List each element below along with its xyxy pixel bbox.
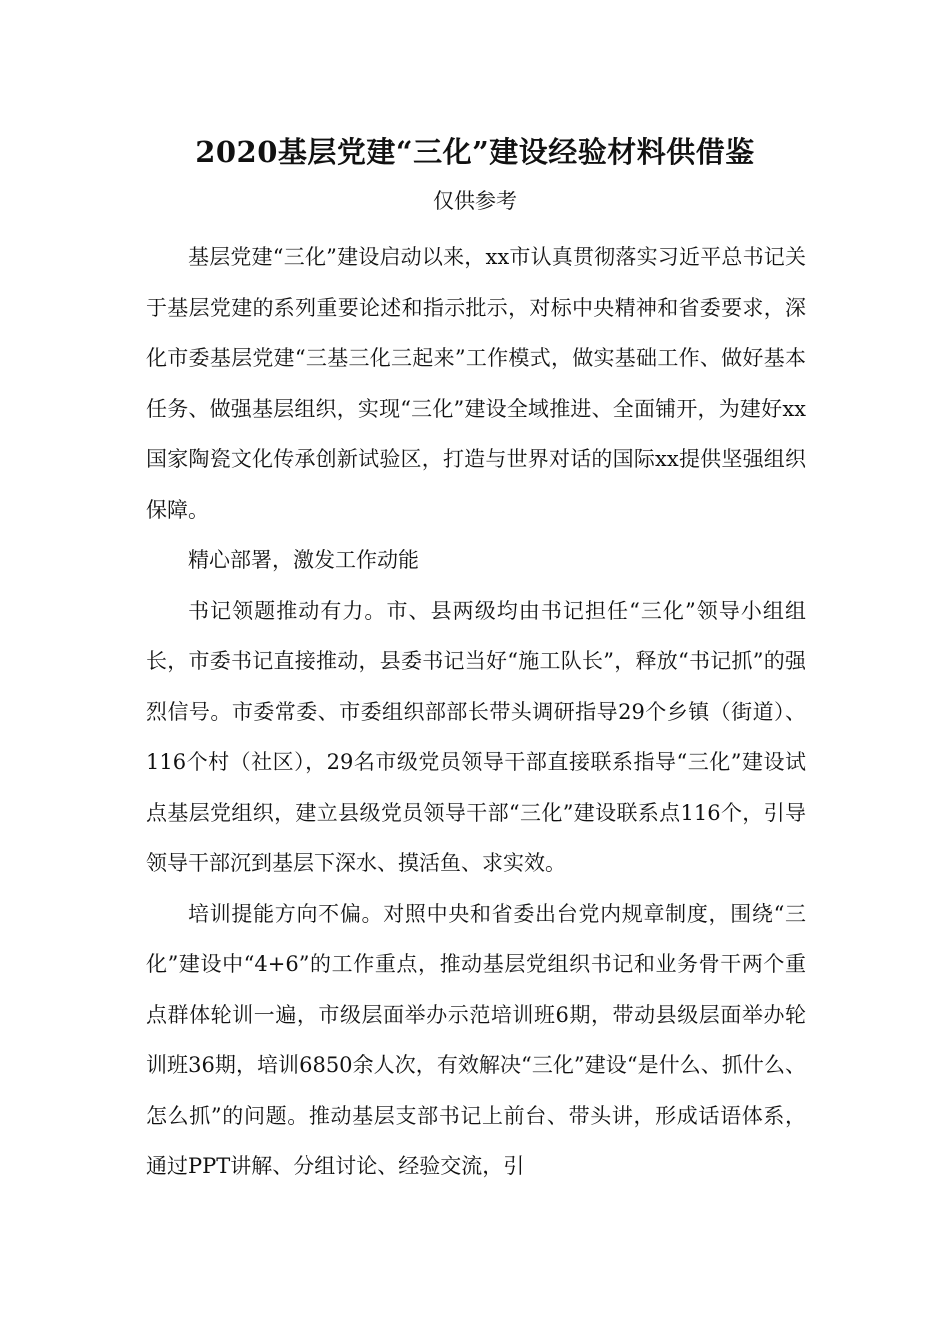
paragraph-training: 培训提能方向不偏。对照中央和省委出台党内规章制度，围绕“三化”建设中“4+6”的工作重点，推动基层党组织书记和业务骨干两个重点群体轮训一遍，市级层面举办示范培训班6期，带动县级层面举办轮训班36期，培训6850余人次，有效解决“三化”建设“是什么、抓什么、怎么抓”的问题。推动基层支部书记上前台、带头讲，形成话语体系，通过PPT讲解、分组讨论、经验交流，引: [146, 901, 806, 1178]
document-body: [146, 232, 806, 1192]
paragraph-intro: 基层党建“三化”建设启动以来，xx市认真贯彻落实习近平总书记关于基层党建的系列重要论述和指示批示，对标中央精神和省委要求，深化市委基层党建“三基三化三起来”工作模式，做实基础工作、做好基本任务、做强基层组织，实现“三化”建设全域推进、全面铺开，为建好xx国家陶瓷文化传承创新试验区，打造与世界对话的国际xx提供坚强组织保障。: [146, 245, 806, 522]
document-title: 2020基层党建“三化”建设经验材料供借鉴: [195, 135, 755, 169]
section-heading: 精心部署，激发工作动能: [188, 548, 419, 572]
document-subtitle: 仅供参考: [433, 189, 517, 213]
paragraph-leadership: 书记领题推动有力。市、县两级均由书记担任“三化”领导小组组长，市委书记直接推动，县委书记当好“施工队长”，释放“书记抓”的强烈信号。市委常委、市委组织部部长带头调研指导29个乡镇（街道）、116个村（社区），29名市级党员领导干部直接联系指导“三化”建设试点基层党组织，建立县级党员领导干部“三化”建设联系点116个，引导领导干部沉到基层下深水、摸活鱼、求实效。: [146, 598, 806, 875]
